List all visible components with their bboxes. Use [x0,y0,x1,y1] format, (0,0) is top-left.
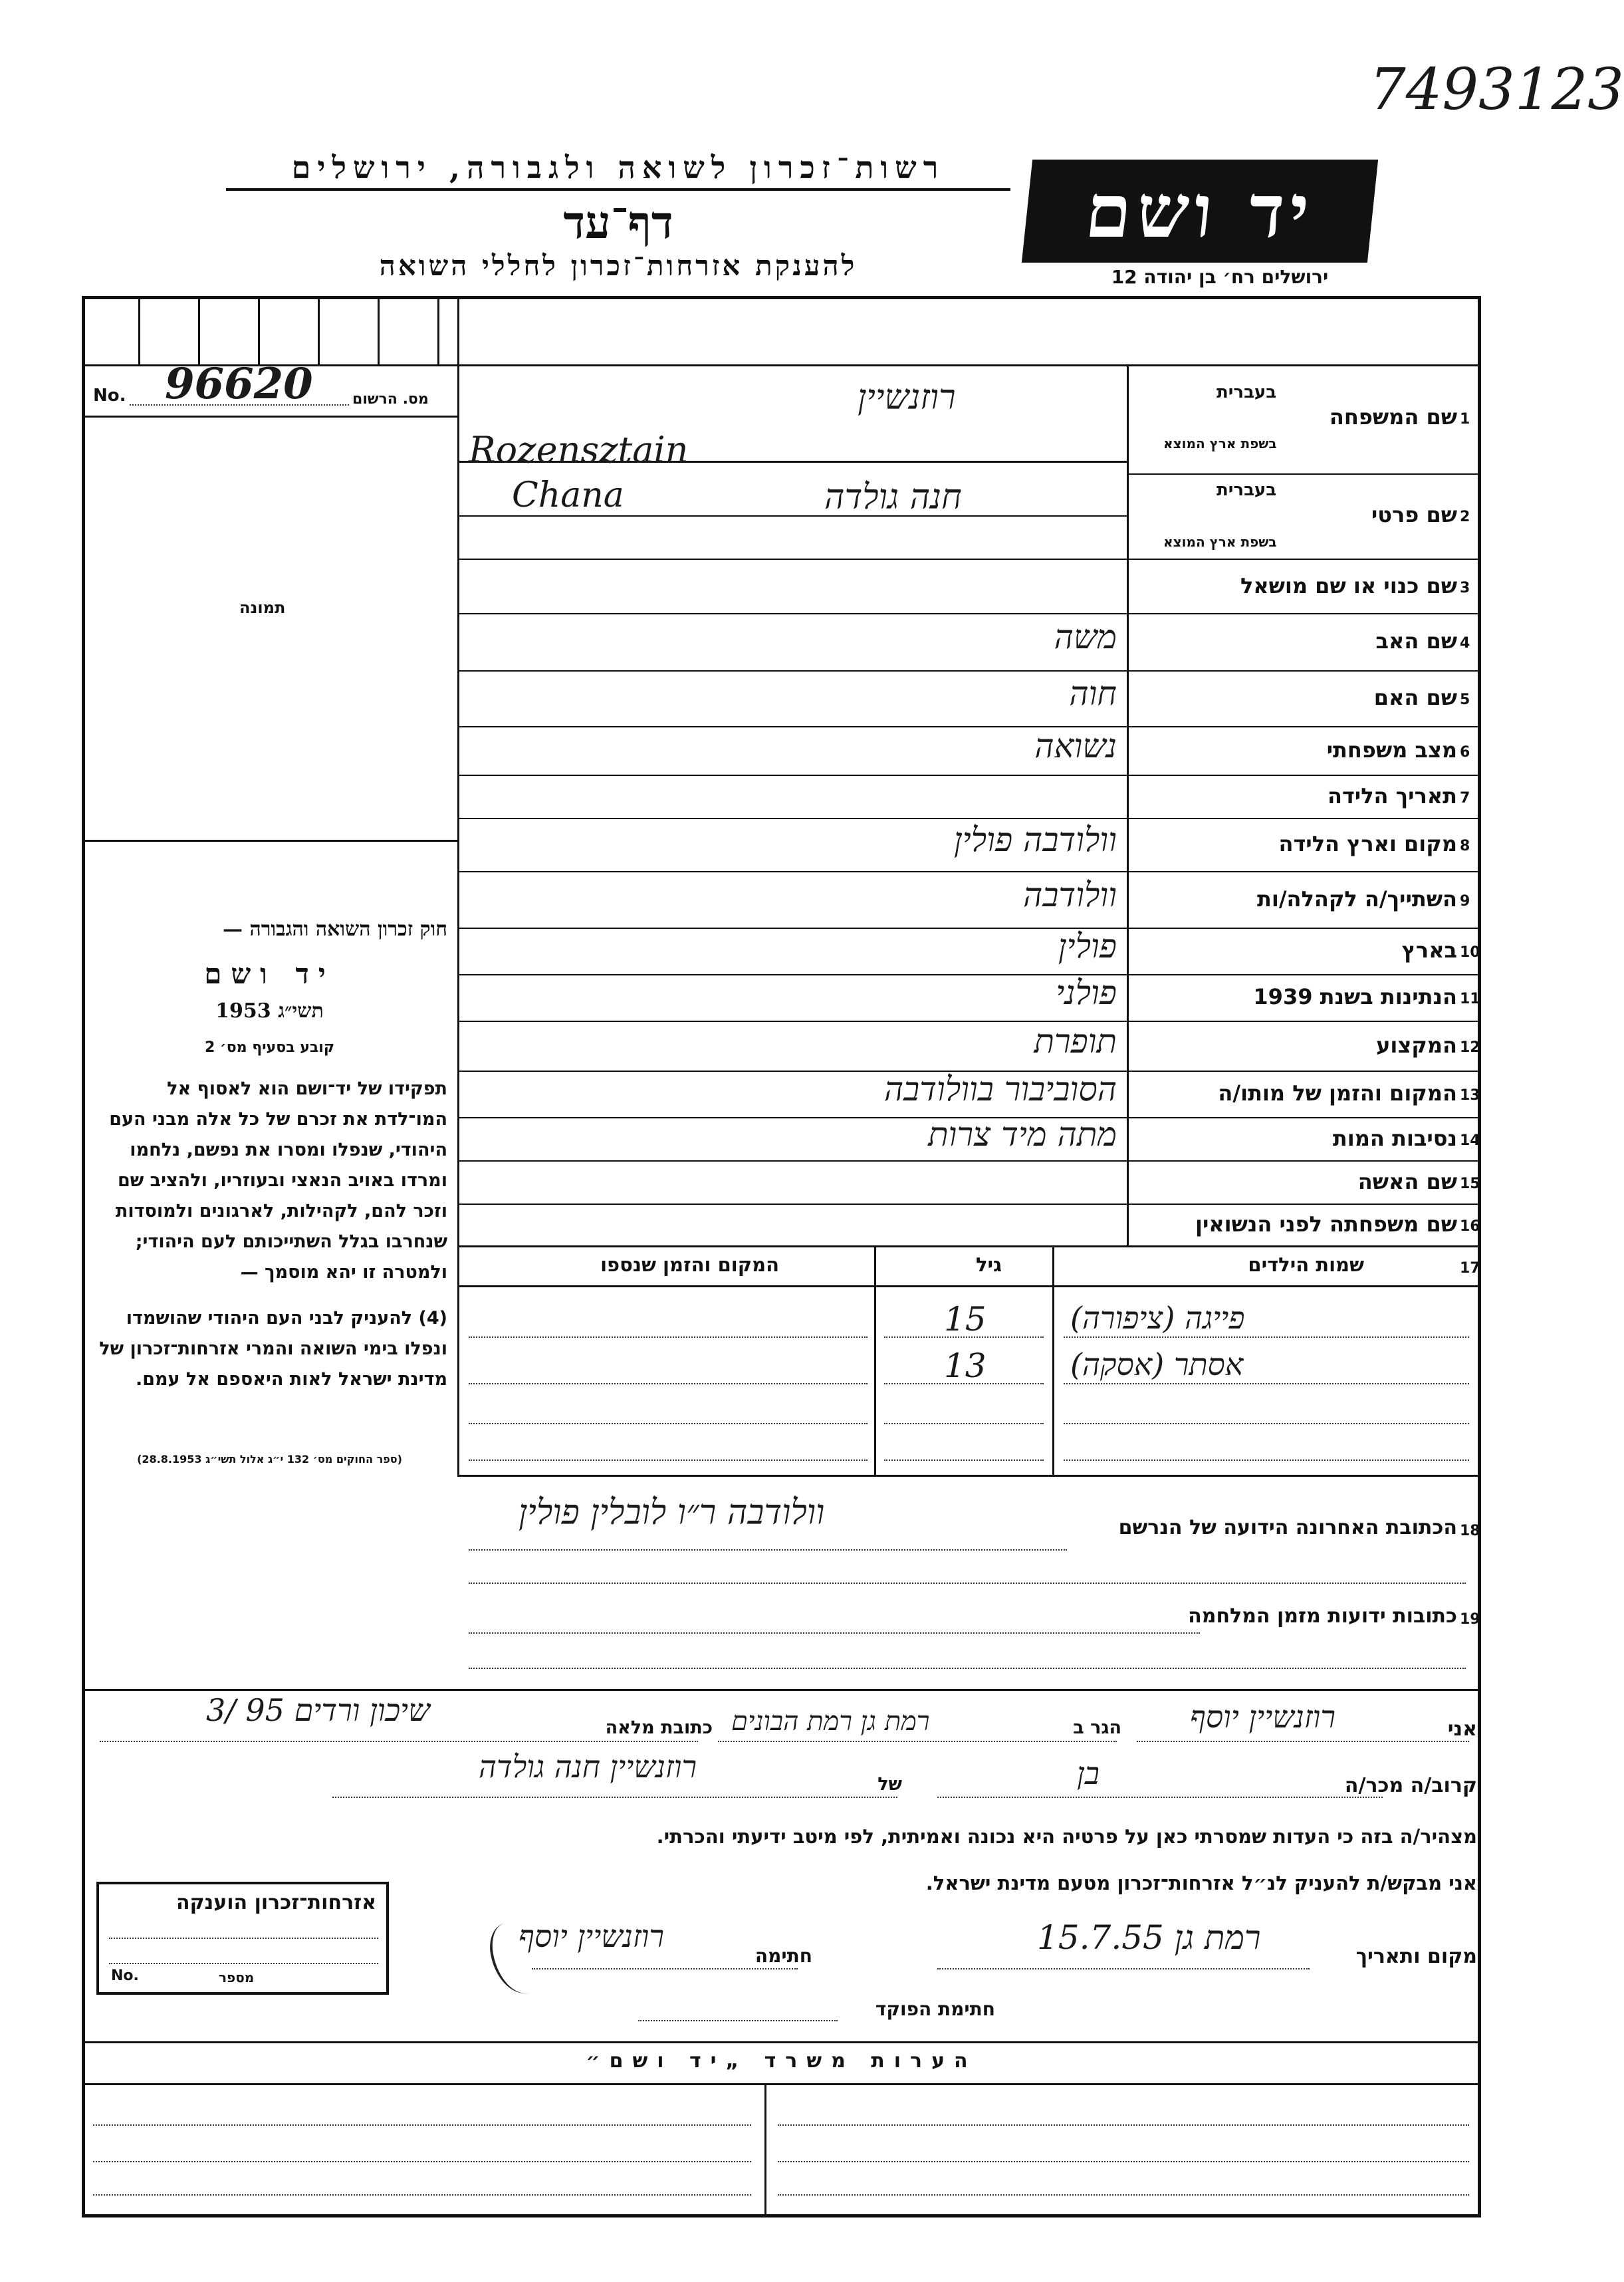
law-footnote: (ספר החוקים מס׳ 132 י״ג אלול תשי״ג 28.8.1953) [137,1453,402,1465]
field-3-number: 3 [1460,580,1470,596]
field-1-label: שם המשפחה [1329,404,1457,430]
law-title: חוק זכרון השואה והגבורה — [223,918,447,941]
place-date-label: מקום ותאריך [1355,1945,1477,1968]
field-10-label: בארץ [1401,938,1457,963]
authority-line: רשות־זכרון לשואה ולגבורה, ירושלים [226,150,1010,191]
children-place-header: המקום והזמן שנספו [600,1253,779,1276]
field-4-value: משה [1054,618,1117,656]
declaration-resident-value: רמת גן רמת הבונים [731,1706,930,1737]
registration-number: 96620 [165,359,313,409]
field-1-he-sub: בעברית [1217,382,1277,402]
award-box [96,1882,389,1995]
declaration-i-value: רוזנשיין יוסף [1190,1699,1336,1735]
field-9-value: וולודבה [1023,875,1117,914]
field-11-value: פולני [1056,973,1117,1012]
field-2-orig-sub: בשפת ארץ המוצא [1163,534,1277,550]
field-14-number: 14 [1460,1132,1480,1149]
field-2-number: 2 [1460,509,1470,525]
officer-signature-label: חתימת הפוקד [875,1998,995,2020]
declaration-relative-value: בן [1077,1755,1100,1791]
children-number: 17 [1460,1260,1480,1277]
signature-label: חתימה [754,1945,812,1967]
form-title: דף־עד [563,196,673,249]
law-year: תשי״ג 1953 [215,999,324,1023]
yad-vashem-logo [1022,160,1378,263]
signature-value: רוזנשיין יוסף [519,1918,665,1954]
children-names-header: שמות הילדים [1248,1253,1364,1276]
field-6-label: מצב משפחתי [1326,737,1457,763]
field-2-label: שם פרטי [1371,502,1457,527]
remarks-title: הערות משרד „יד ושם״ [586,2049,977,2073]
law-paragraph-2: (4) להעניק לבני העם היהודי שהושמדו ונפלו בימי השואה והמרי אזרחות־זכרון של מדינת ישראל לאות היאספם אל עמם. [99,1308,447,1390]
field-12-value: תופרת [1034,1021,1117,1061]
award-box-no-label: No. [111,1967,139,1984]
field-5-label: שם האם [1373,685,1457,710]
child-2-age: 13 [944,1346,986,1385]
registration-no-label: No. [93,386,126,406]
child-2-name: אסתר (אסקה) [1070,1346,1244,1382]
law-section: קובע בסעיף מס׳ 2 [204,1039,335,1056]
photo-label: תמונה [239,598,286,617]
field-11-number: 11 [1460,991,1480,1007]
field-13-value: הסוביבור בוולודבה [883,1070,1117,1108]
field-5-value: חוה [1069,674,1117,713]
declaration-statement: מצהיר/ה בזה כי העדות שמסרתי כאן על פרטיה היא נכונה ואמיתית, לפי מיטב ידיעתי והכרתי. [656,1825,1477,1848]
field-12-label: המקצוע [1376,1032,1457,1058]
field-8-number: 8 [1460,838,1470,854]
field-1-he-value: רוזנשיין [858,378,956,418]
field-4-number: 4 [1460,635,1470,652]
declaration-relative-label: קרוב/ה מכר/ה [1344,1774,1477,1797]
field-16-label: שם משפחתה לפני הנשואין [1195,1211,1457,1237]
field-1-orig-sub: בשפת ארץ המוצא [1163,436,1277,451]
field-10-number: 10 [1460,944,1480,961]
field-2-he-sub: בעברית [1217,480,1277,500]
field-8-value: וולודבה פולין [953,821,1117,859]
field-3-label: שם כנוי או שם מושאל [1240,573,1457,598]
field-13-number: 13 [1460,1087,1480,1104]
field-10-value: פולין [1058,927,1117,965]
declaration-request: אני מבקש/ת להעניק לנ״ל אזרחות־זכרון מטעם מדינת ישראל. [925,1872,1477,1894]
child-1-age: 15 [944,1300,986,1338]
field-6-value: נשואה [1034,726,1117,765]
field-16-number: 16 [1460,1217,1480,1235]
field-1-orig-value: Rozensztain [469,429,689,471]
award-box-title: אזרחות־זכרון הוענקה [175,1891,376,1914]
field-7-label: תאריך הלידה [1327,783,1457,809]
award-box-he-no-label: מספר [219,1969,255,1985]
field-8-label: מקום וארץ הלידה [1278,831,1457,856]
field-14-value: מתה מיד צרות [928,1114,1117,1154]
place-date-value: רמת גן 15.7.55 [1037,1918,1261,1957]
child-1-name: פייגה (ציפורה) [1070,1300,1245,1336]
declaration-i-label: אני [1447,1717,1477,1741]
field-13-label: המקום והזמן של מותו/ה [1218,1080,1457,1106]
declaration-of-label: של [877,1774,902,1795]
field-9-label: השתייך/ה לקהלה/ות [1256,886,1457,912]
field-9-number: 9 [1460,892,1470,910]
form-subtitle: להענקת אזרחות־זכרון לחללי השואה [379,249,858,282]
children-age-header: גיל [975,1253,1002,1276]
law-name: יד ושם [204,957,335,990]
field-2-orig-value: Chana [512,475,624,515]
registration-he-label: מס. הרשום [352,391,429,408]
field-12-number: 12 [1460,1039,1480,1056]
field-14-label: נסיבות המות [1332,1125,1457,1151]
field-4-label: שם האב [1375,628,1457,654]
declaration-of-value: רוזנשיין חנה גולדה [479,1749,697,1785]
field-11-label: הנתינות בשנת 1939 [1253,984,1457,1009]
field-18-value: וולודבה ר״ו לובלין פולין [519,1493,825,1533]
field-2-he-value: חנה גולדה [824,477,962,517]
field-15-number: 15 [1460,1175,1480,1192]
field-19-label: כתובות ידועות מזמן המלחמה [1188,1604,1457,1628]
field-7-number: 7 [1460,789,1470,807]
law-paragraph-1: תפקידו של יד־ושם הוא לאסוף אל המו־לדת את זכרם של כל אלה מבני העם היהודי, שנפלו ומסרו את נפשם, נלחמו ומרדו באויב הנאצי ובעוזריו, ולהציב שם וזכר להם, לקהילות, לארגונים ולמוסדות שנחרבו בגלל השתייכותם לעם היהודי; ולמטרה זו יהא מוסמך — [109,1078,447,1283]
logo-text: יד ושם [1081,168,1319,254]
field-5-number: 5 [1460,692,1470,708]
field-19-number: 19 [1460,1611,1480,1628]
field-15-label: שם האשה [1357,1168,1457,1194]
logo-address: ירושלים רח׳ בן יהודה 12 [1111,266,1329,288]
field-18-number: 18 [1460,1523,1480,1539]
declaration-resident-label: הגר ב [1073,1717,1121,1738]
archive-number: 7493123 [1369,57,1624,123]
field-18-label: הכתובת האחרונה הידועה של הנרשם [1118,1516,1457,1539]
field-1-number: 1 [1460,411,1470,428]
declaration-address-label: כתובת מלאה [605,1717,713,1738]
declaration-address-value: שיכון ורדים 95 /3 [206,1692,430,1728]
field-6-number: 6 [1460,743,1470,761]
